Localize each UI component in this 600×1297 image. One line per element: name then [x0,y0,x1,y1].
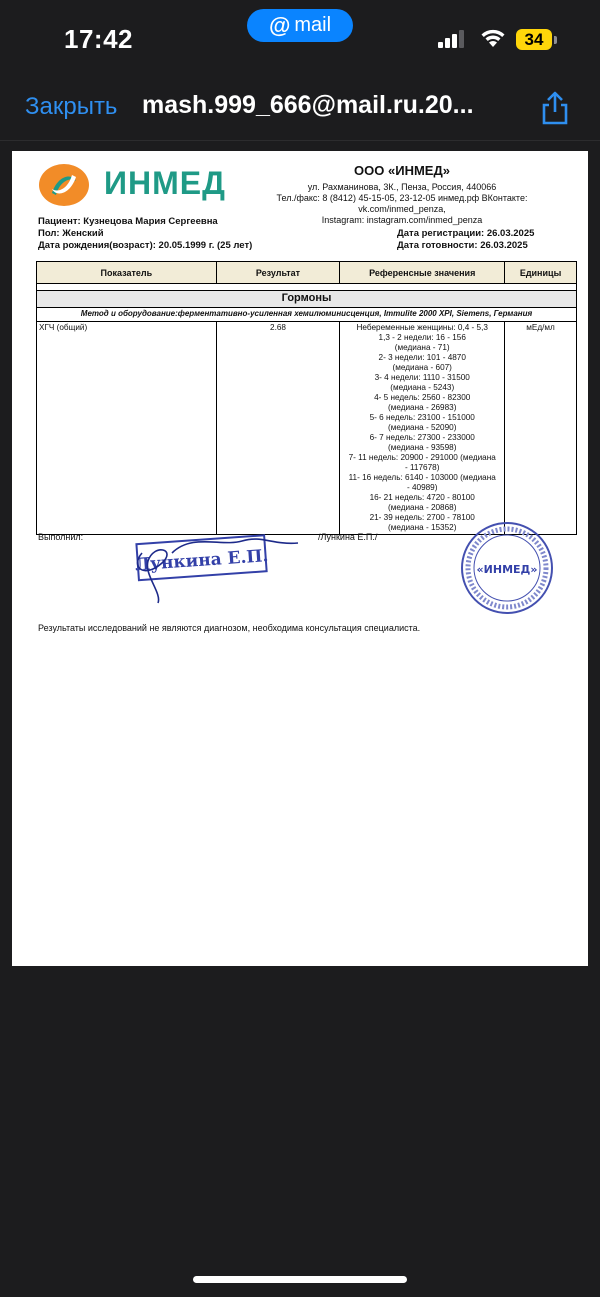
test-units: мЕд/мл [505,322,577,535]
at-icon: @ [268,12,291,38]
home-indicator[interactable] [193,1276,407,1283]
org-contacts: Тел./факс: 8 (8412) 45-15-05, 23-12-05 инмед.рф ВКонтакте: vk.com/inmed_penza, [276,193,528,214]
battery-icon: 34 [516,29,552,50]
table-header-row [37,262,577,284]
cellular-signal-icon [438,30,466,48]
share-icon[interactable] [537,90,573,126]
report-dates [397,228,534,252]
mail-pill[interactable] [247,9,353,42]
results-table [36,261,577,535]
reference-values: Небеременные женщины: 0,4 - 5,3 1,3 - 2 недели: 16 - 156 (медиана - 71) 2- 3 недели: 101 - 4870 (медиана - 607) 3- 4 недели: 1110 - 31500 (медиана - 5243) 4- 5 недель: 2560 - 82300 (медиана - 26983) 5- 6 недель: 23100 - 151000 (медиана - 52090) 6- 7 недель: 27300 - 233000 (медиана - 93598) 7- 11 недель: 20900 - 291000 (медиана - 117678) 11- 16 недель: 6140 - 103000 (медиана - 40989) 16- 21 недель: 4720 - 80100 (медиана - 20868) 21- 39 недель: 2700 - 78100 (медиана - 15352) [340,322,505,535]
patient-name: Пациент: Кузнецова Мария Сергеевна [38,216,218,227]
logo-wordmark: ИНМЕД [104,165,226,201]
org-instagram: Instagram: instagram.com/inmed_penza [321,215,483,225]
table-header: Единицы [505,262,577,284]
lab-report-document[interactable] [12,151,588,966]
performed-by-label: Выполнил: [38,532,84,542]
mail-pill-label: mail [294,14,332,36]
org-address: ул. Рахманинова, 3К., Пенза, Россия, 440066 [307,182,497,192]
close-button[interactable]: Закрыть [25,93,118,120]
test-name: ХГЧ (общий) [37,322,217,535]
method-description: Метод и оборудование:ферментативно-усиленная хемилюминисценция, Immulite 2000 XPI, Siemens, Германия [37,308,577,322]
section-title: Гормоны [37,291,577,308]
table-header: Результат [216,262,340,284]
status-bar [0,0,600,80]
clock: 17:42 [64,24,133,54]
patient-dob: Дата рождения(возраст): 20.05.1999 г. (25 лет) [38,240,253,251]
disclaimer: Результаты исследований не являются диагнозом, необходима консультация специалиста. [38,623,421,633]
battery-cap [554,36,557,44]
test-result: 2.68 [216,322,340,535]
wifi-icon [479,27,507,49]
patient-info [38,216,252,252]
table-header: Показатель [37,262,217,284]
nav-bar [0,80,600,141]
registration-date: Дата регистрации: 26.03.2025 [397,228,535,239]
inmed-logo-icon [38,163,90,207]
ready-date: Дата готовности: 26.03.2025 [397,240,528,251]
organization-seal [460,521,554,615]
signer-name: /Лункина Е.П./ [318,532,378,542]
org-header [242,163,562,226]
stamp-text: Лункина Е.П. [134,546,270,576]
patient-sex: Пол: Женский [38,228,104,239]
table-header: Референсные значения [340,262,505,284]
org-name: ООО «ИНМЕД» [354,163,450,178]
table-row [37,322,577,535]
signature-stamp [122,523,302,605]
attachment-title: mash.999_666@mail.ru.20... [142,91,474,119]
seal-text: «ИНМЕД» [476,563,538,576]
